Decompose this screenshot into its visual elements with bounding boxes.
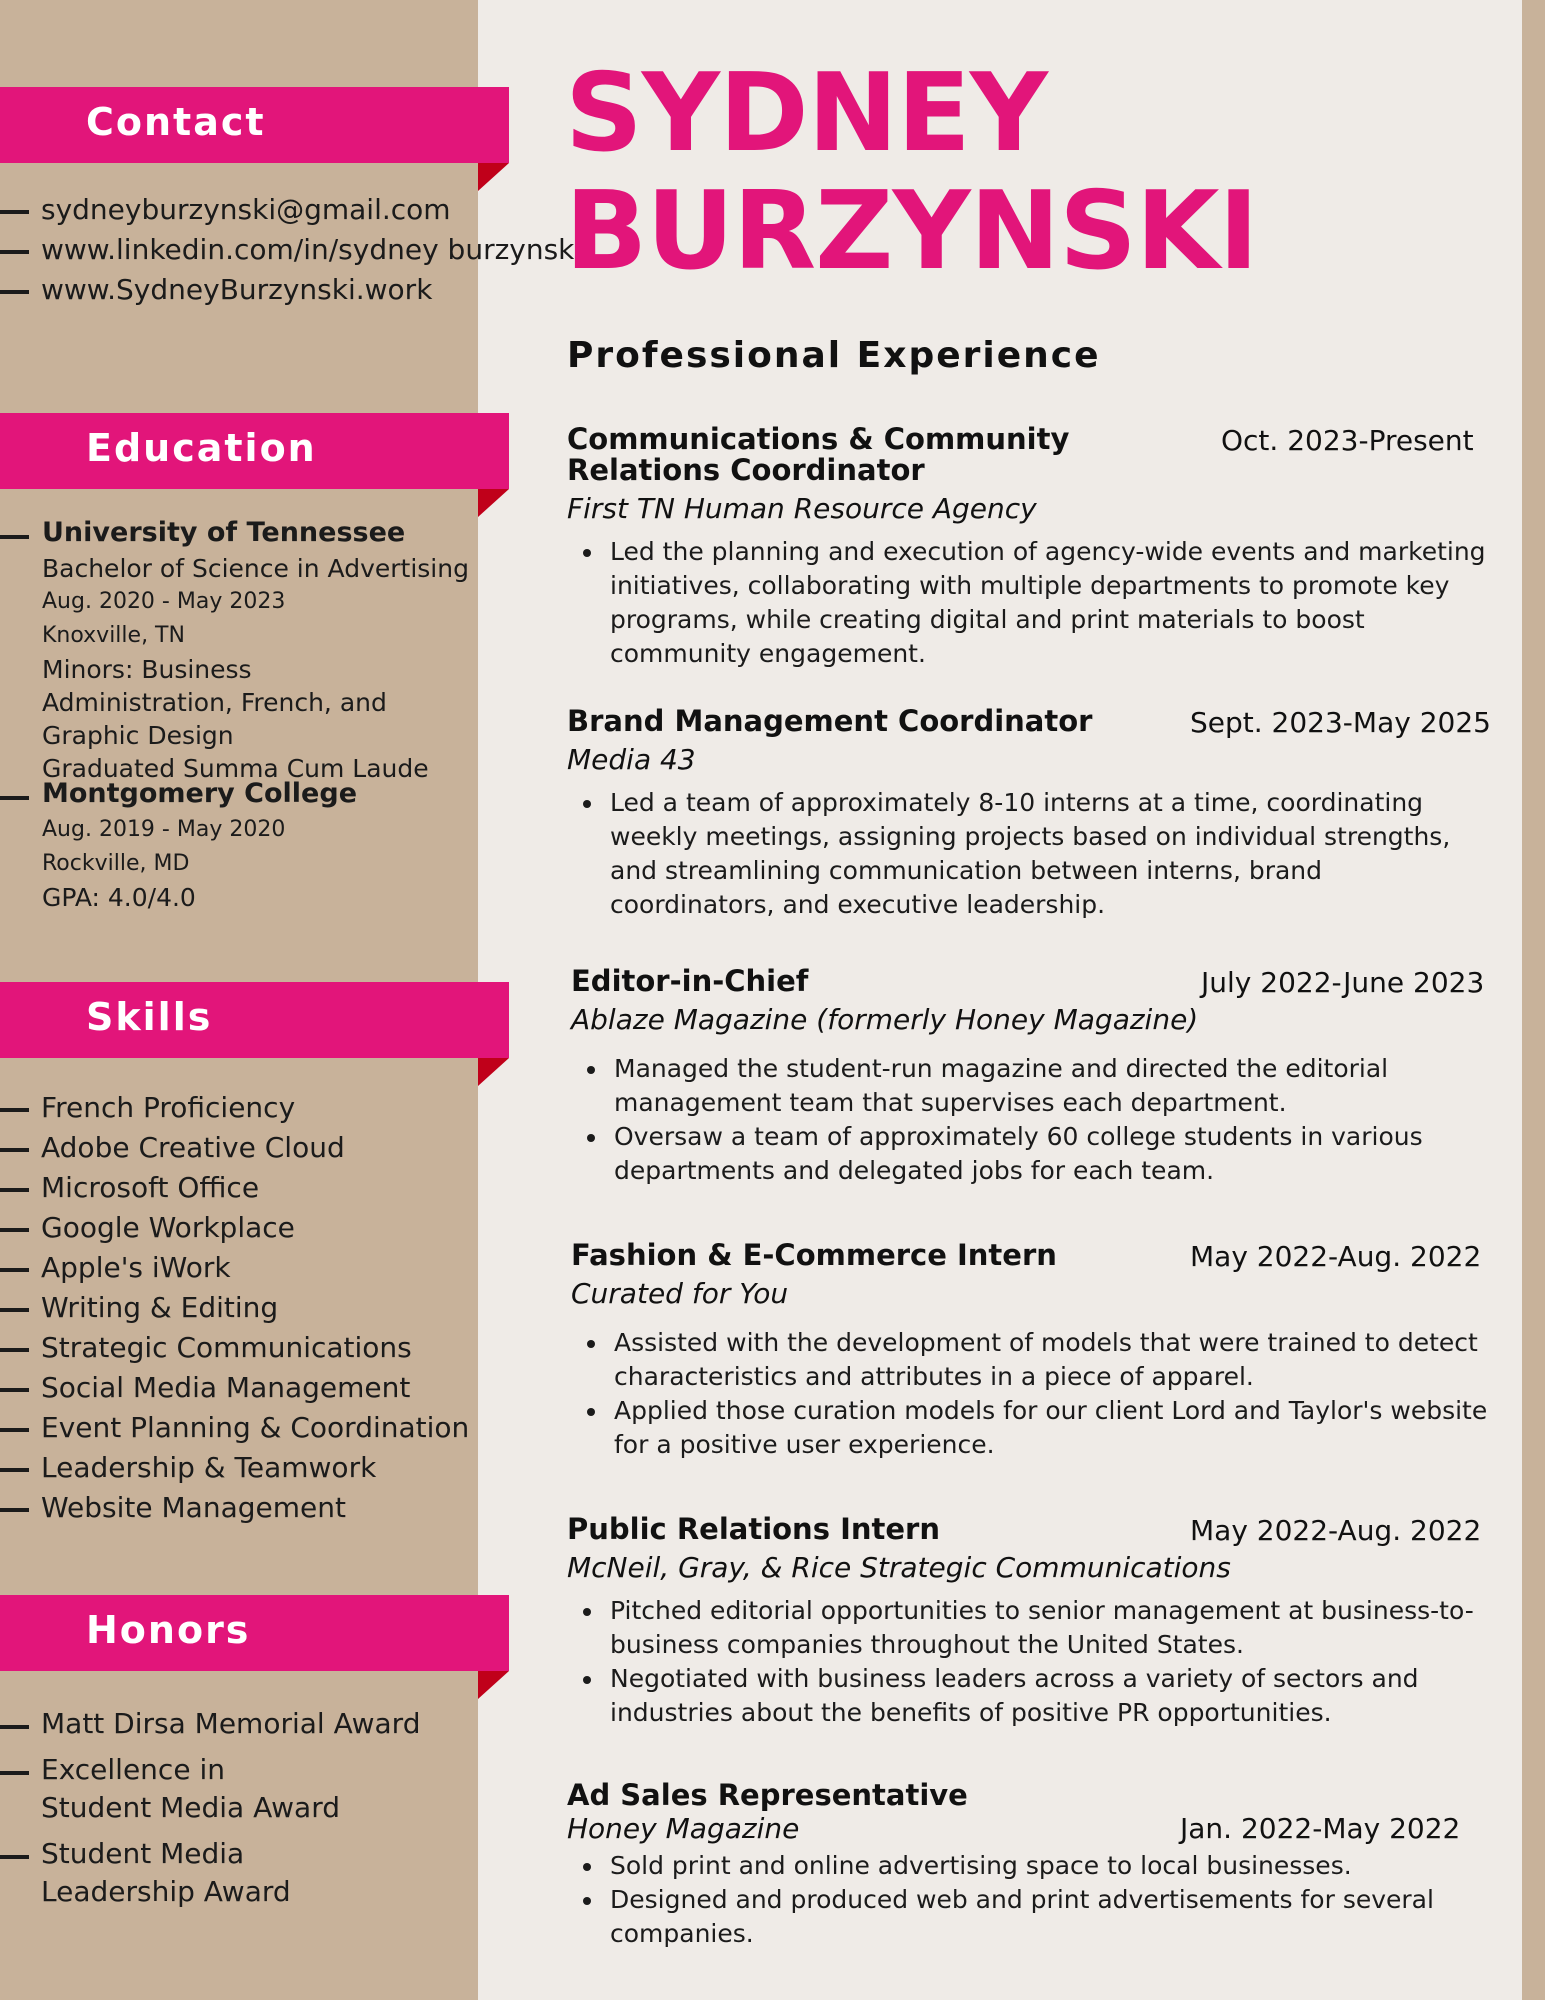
job-bullets bbox=[567, 1849, 1487, 1951]
right-edge-strip bbox=[1522, 0, 1545, 2000]
skills-banner-fold bbox=[478, 1058, 509, 1086]
job-title: Brand Management Coordinator bbox=[567, 704, 1093, 738]
contact-banner-fold bbox=[478, 163, 509, 191]
job-title: Ad Sales Representative bbox=[567, 1778, 968, 1812]
candidate-name bbox=[565, 51, 1258, 294]
contact-email[interactable]: sydneyburzynski@gmail.com bbox=[0, 190, 470, 230]
skills-heading: Skills bbox=[86, 995, 213, 1039]
skill-item: Microsoft Office bbox=[0, 1168, 470, 1208]
honor-item: Student Media Leadership Award bbox=[0, 1835, 371, 1911]
skill-item: Writing & Editing bbox=[0, 1288, 470, 1328]
honor-item: Excellence in Student Media Award bbox=[0, 1751, 341, 1827]
job-entry bbox=[567, 424, 1487, 671]
job-title: Communications & Community Relations Coordinator bbox=[567, 422, 1070, 487]
skill-item: Website Management bbox=[0, 1488, 470, 1528]
job-entry bbox=[567, 704, 1491, 922]
school-location: Knoxville, TN bbox=[42, 623, 185, 648]
job-title: Editor-in-Chief bbox=[571, 964, 809, 998]
job-bullet: Designed and produced web and print advertisements for several companies. bbox=[610, 1883, 1487, 1951]
job-entry bbox=[571, 966, 1491, 1188]
job-bullet: Pitched editorial opportunities to senior management at business-to-business companies throughout the United States. bbox=[610, 1594, 1487, 1662]
job-organization: Honey Magazine bbox=[567, 1812, 800, 1845]
skill-item: French Proficiency bbox=[0, 1088, 470, 1128]
job-bullets bbox=[567, 786, 1487, 922]
honors-banner-fold bbox=[478, 1671, 509, 1699]
contact-linkedin[interactable]: www.linkedin.com/in/sydney burzynski bbox=[0, 230, 441, 270]
skills-list bbox=[0, 1088, 470, 1528]
skill-item: Adobe Creative Cloud bbox=[0, 1128, 470, 1168]
job-organization: Ablaze Magazine (formerly Honey Magazine) bbox=[571, 1003, 1199, 1036]
job-organization: Curated for You bbox=[571, 1277, 789, 1310]
contact-website[interactable]: www.SydneyBurzynski.work bbox=[0, 270, 470, 310]
job-entry bbox=[567, 1780, 1487, 1951]
contact-heading: Contact bbox=[86, 100, 266, 144]
honors-heading: Honors bbox=[86, 1608, 251, 1652]
job-bullet: Applied those curation models for our client Lord and Taylor's website for a positive user experience. bbox=[614, 1394, 1491, 1462]
skill-item: Apple's iWork bbox=[0, 1248, 470, 1288]
last-name: BURZYNSKI bbox=[565, 169, 1258, 294]
job-entry bbox=[571, 1240, 1491, 1462]
contact-banner bbox=[0, 87, 509, 163]
first-name: SYDNEY bbox=[565, 51, 1048, 176]
job-date: May 2022-Aug. 2022 bbox=[1190, 1514, 1482, 1547]
education-entry-utk bbox=[0, 514, 470, 785]
honor-item: Matt Dirsa Memorial Award bbox=[0, 1705, 470, 1743]
job-bullet: Sold print and online advertising space to local businesses. bbox=[610, 1849, 1487, 1883]
school-dates: Aug. 2019 - May 2020 bbox=[42, 817, 286, 842]
job-bullet: Assisted with the development of models that were trained to detect characteristics and attributes in a piece of apparel. bbox=[614, 1326, 1491, 1394]
job-entry bbox=[567, 1514, 1487, 1730]
honors-list bbox=[0, 1705, 470, 1911]
school-name: University of Tennessee bbox=[0, 514, 470, 552]
job-bullet: Managed the student-run magazine and directed the editorial management team that supervises each department. bbox=[614, 1052, 1491, 1120]
job-title: Fashion & E-Commerce Intern bbox=[571, 1238, 1057, 1272]
job-bullets bbox=[571, 1052, 1491, 1188]
job-organization: First TN Human Resource Agency bbox=[567, 492, 1037, 525]
education-banner bbox=[0, 413, 509, 489]
job-bullet: Negotiated with business leaders across a variety of sectors and industries about the benefits of positive PR opportunities. bbox=[610, 1662, 1487, 1730]
education-banner-fold bbox=[478, 489, 509, 517]
job-bullet: Oversaw a team of approximately 60 college students in various departments and delegated jobs for each team. bbox=[614, 1120, 1491, 1188]
school-dates: Aug. 2020 - May 2023 bbox=[42, 589, 286, 614]
skill-item: Leadership & Teamwork bbox=[0, 1448, 470, 1488]
school-location: Rockville, MD bbox=[42, 851, 190, 876]
job-bullet: Led a team of approximately 8-10 interns at a time, coordinating weekly meetings, assigning projects based on individual strengths, and streamlining communication between interns, brand coordinators, and executive leadership. bbox=[610, 786, 1487, 922]
job-title: Public Relations Intern bbox=[567, 1512, 940, 1546]
education-heading: Education bbox=[86, 426, 317, 470]
job-bullets bbox=[567, 1594, 1487, 1730]
education-entry-montgomery bbox=[0, 775, 470, 914]
skill-item: Google Workplace bbox=[0, 1208, 470, 1248]
job-organization: Media 43 bbox=[567, 743, 696, 776]
job-bullet: Led the planning and execution of agency-wide events and marketing initiatives, collaborating with multiple departments to promote key programs, while creating digital and print materials to boost community engagement. bbox=[610, 535, 1487, 671]
school-honors: Graduated Summa Cum Laude bbox=[42, 754, 429, 783]
job-organization: McNeil, Gray, & Rice Strategic Communications bbox=[567, 1551, 1231, 1584]
school-name: Montgomery College bbox=[0, 775, 470, 813]
honors-banner bbox=[0, 1595, 509, 1671]
contact-list bbox=[0, 190, 583, 310]
skill-item: Social Media Management bbox=[0, 1368, 470, 1408]
job-bullets bbox=[567, 535, 1487, 671]
job-date: Sept. 2023-May 2025 bbox=[1190, 706, 1491, 739]
job-date: May 2022-Aug. 2022 bbox=[1190, 1240, 1482, 1273]
job-date: July 2022-June 2023 bbox=[1201, 966, 1485, 999]
skills-banner bbox=[0, 982, 509, 1058]
gpa: GPA: 4.0/4.0 bbox=[42, 883, 196, 912]
degree: Bachelor of Science in Advertising bbox=[42, 554, 469, 583]
skill-item: Event Planning & Coordination bbox=[0, 1408, 470, 1448]
job-date: Jan. 2022-May 2022 bbox=[1180, 1812, 1461, 1845]
experience-heading: Professional Experience bbox=[567, 335, 1101, 376]
job-date: Oct. 2023-Present bbox=[1221, 424, 1474, 457]
job-bullets bbox=[571, 1326, 1491, 1462]
minors: Minors: Business Administration, French, and Graphic Design bbox=[42, 655, 387, 750]
skill-item: Strategic Communications bbox=[0, 1328, 470, 1368]
